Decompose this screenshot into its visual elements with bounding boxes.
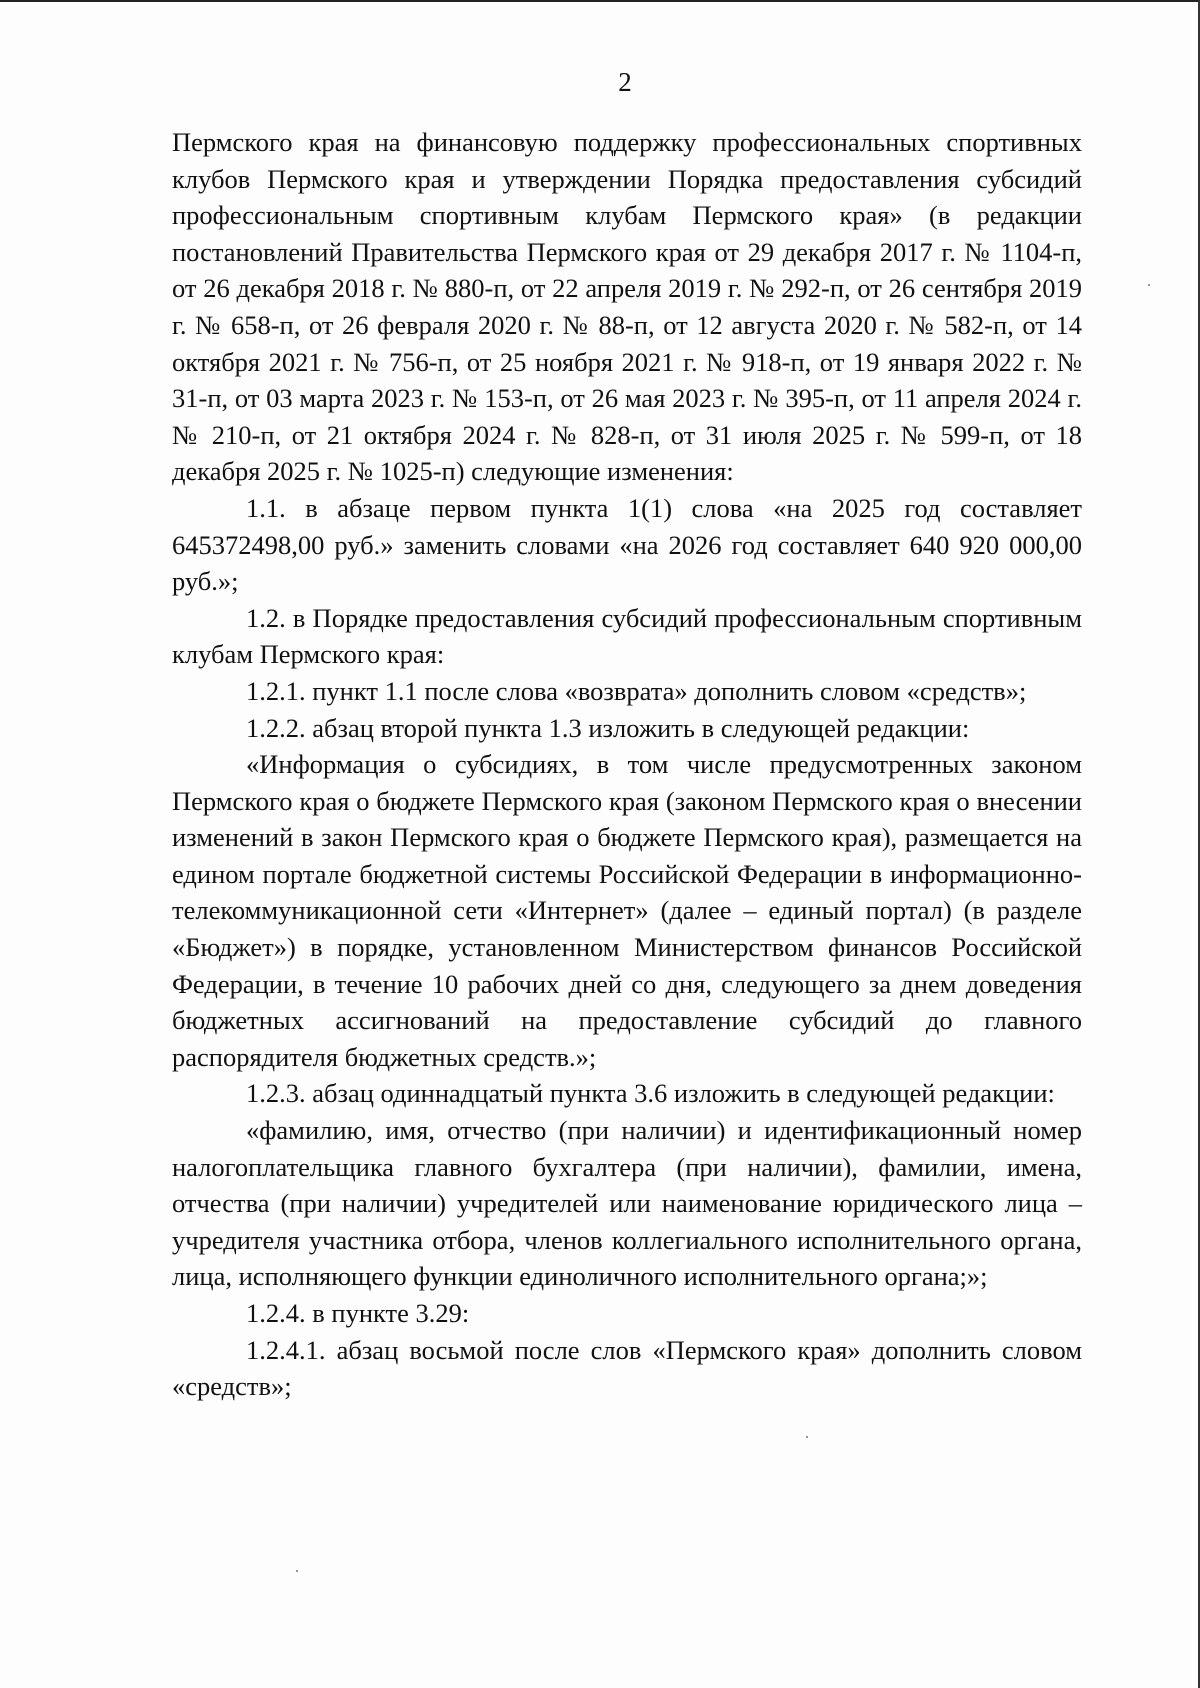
document-body: [172, 124, 1082, 1405]
scan-speck: [296, 1570, 298, 1572]
paragraph-item-1-2-2: 1.2.2. абзац второй пункта 1.3 изложить в следующей редакции:: [246, 712, 970, 743]
paragraph-item-1-2-1: 1.2.1. пункт 1.1 после слова «возврата» дополнить словом «средств»;: [246, 675, 1027, 706]
scan-edge-top: [0, 0, 1200, 2]
paragraph-intro: Пермского края на финансовую поддержку профессиональных спортивных клубов Пермского края и утверждении Порядка предоставления субсидий профессиональным спортивным клубам Пермского края» (в редакции постановлений Правительства Пермского края от 29 декабря 2017 г. № 1104-п, от 26 декабря 2018 г. № 880-п, от 22 апреля 2019 г. № 292-п, от 26 сентября 2019 г. № 658-п, от 26 февраля 2020 г. № 88-п, от 12 августа 2020 г. № 582-п, от 14 октября 2021 г. № 756-п, от 25 ноября 2021 г. № 918-п, от 19 января 2022 г. № 31-п, от 03 марта 2023 г. № 153-п, от 26 мая 2023 г. № 395-п, от 11 апреля 2024 г. № 210-п, от 21 октября 2024 г. № 828-п, от 31 июля 2025 г. № 599-п, от 18 декабря 2025 г. № 1025-п) следующие изменения:: [172, 127, 1082, 487]
paragraph-item-1-2-4-1: 1.2.4.1. абзац восьмой после слов «Пермского края» дополнить словом «средств»;: [172, 1334, 1082, 1402]
paragraph-item-1-2: 1.2. в Порядке предоставления субсидий профессиональным спортивным клубам Пермского края:: [172, 602, 1082, 670]
scan-speck: [806, 1436, 808, 1438]
paragraph-item-1-1: 1.1. в абзаце первом пункта 1(1) слова «на 2025 год составляет 645372498,00 руб.» заменить словами «на 2026 год составляет 640 920 000,00 руб.»;: [172, 492, 1082, 597]
paragraph-item-1-2-4: 1.2.4. в пункте 3.29:: [246, 1298, 470, 1328]
scan-speck: [1148, 284, 1150, 286]
paragraph-quote-1-2-2: «Информация о субсидиях, в том числе предусмотренных законом Пермского края о бюджете Пермского края (законом Пермского края о внесении изменений в закон Пермского края о бюджете Пермского края), размещается на едином портале бюджетной системы Российской Федерации в информационно-телекоммуникационной сети «Интернет» (далее – единый портал) (в разделе «Бюджет») в порядке, установленном Министерством финансов Российской Федерации, в течение 10 рабочих дней со дня, следующего за днем доведения бюджетных ассигнований на предоставление субсидий до главного распорядителя бюджетных средств.»;: [172, 749, 1082, 1072]
page-number: 2: [618, 67, 632, 97]
paragraph-quote-1-2-3: «фамилию, имя, отчество (при наличии) и идентификационный номер налогоплательщика главного бухгалтера (при наличии), фамилии, имена, отчества (при наличии) учредителей или наименование юридического лица – учредителя участника отбора, членов коллегиального исполнительного органа, лица, исполняющего функции единоличного исполнительного органа;»;: [172, 1115, 1082, 1292]
paragraph-item-1-2-3: 1.2.3. абзац одиннадцатый пункта 3.6 изложить в следующей редакции:: [246, 1078, 1055, 1109]
